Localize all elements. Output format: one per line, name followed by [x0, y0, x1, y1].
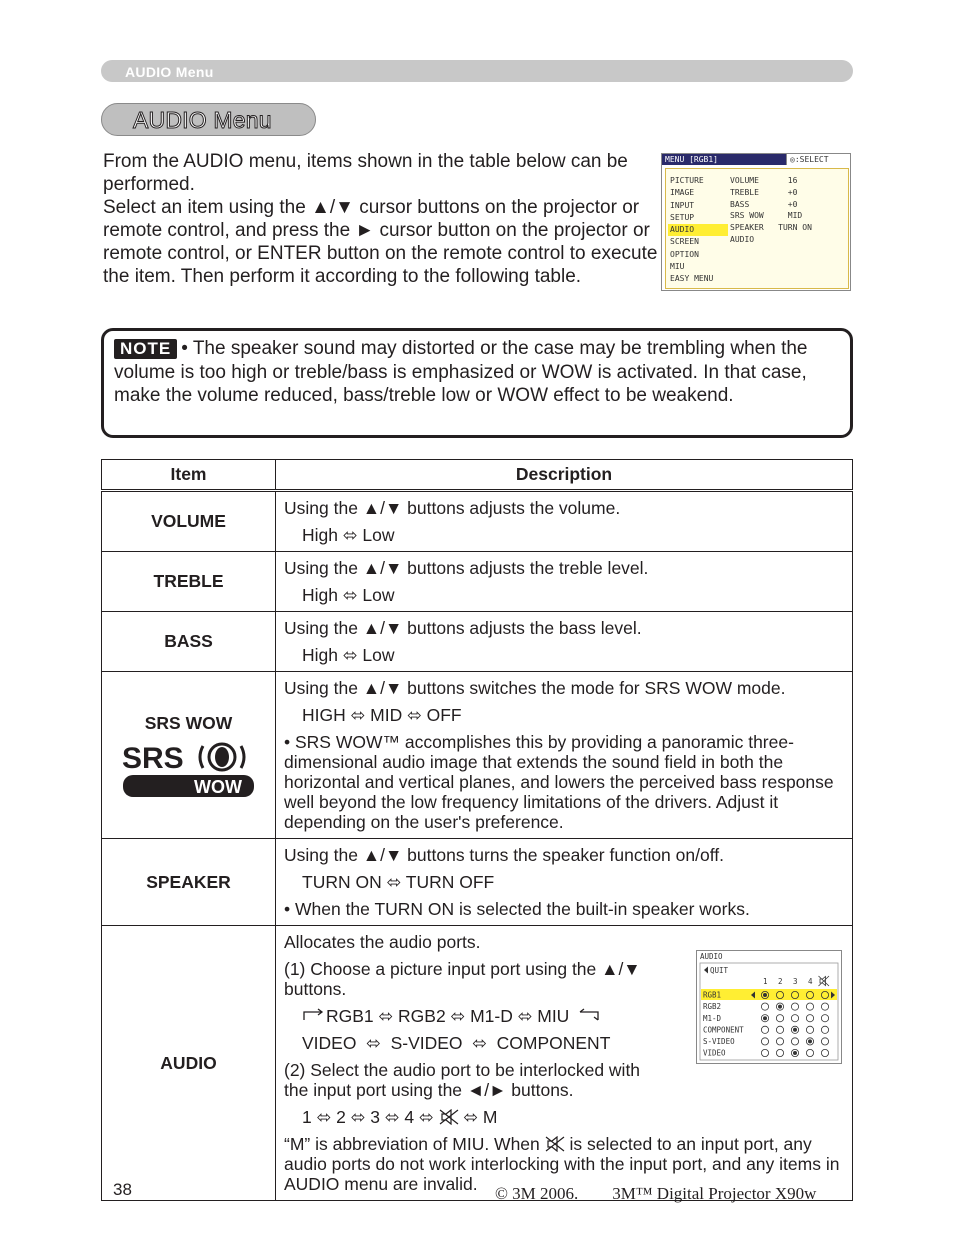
table-row-audio [102, 926, 853, 1201]
audio-menu-table [101, 459, 853, 1201]
mute-speaker-icon [545, 1136, 565, 1152]
desc-bass-line1: Using the ▲/▼ buttons adjusts the bass level. [284, 618, 642, 638]
desc-audio-port-cycle [284, 1107, 844, 1127]
item-srs-wow [102, 672, 276, 839]
port-radio [806, 1003, 813, 1010]
port-row-label: COMPONENT [703, 1025, 744, 1035]
port-row-label: RGB2 [703, 1002, 722, 1012]
menu-screenshot [661, 153, 851, 291]
menu-left-item: PICTURE [670, 176, 704, 185]
port-row-label: VIDEO [703, 1048, 726, 1058]
mute-speaker-icon [819, 976, 830, 986]
note-text: • The speaker sound may distorted or the case may be trembling when the volume is too high or treble/bass is emphasized or WOW is activated. In that case, make the volume reduced, bass/treble low or WOW effect to be weakend. [114, 338, 808, 406]
port-radio [761, 1003, 768, 1010]
menu-screenshot-select-label: :SELECT [794, 155, 829, 164]
port-radio [776, 1049, 783, 1056]
port-radio [821, 1015, 828, 1022]
desc-speaker-range: TURN ON ⬄ TURN OFF [302, 872, 495, 892]
menu-screenshot-select [786, 154, 850, 165]
port-row-label: M1-D [703, 1013, 722, 1023]
menu-left-item: IMAGE [670, 188, 695, 198]
menu-left-item: INPUT [670, 200, 695, 210]
item-speaker: SPEAKER [102, 839, 276, 926]
loop-arrow-right-icon [578, 1006, 602, 1026]
port-column-label: 4 [808, 977, 813, 986]
intro-paragraph-2: Select an item using the ▲/▼ cursor buttons on the projector or remote control, and press the ► cursor button on the projector or remote control, or ENTER button on the remote control to execute the item. Then perform it according to the following table. [103, 197, 658, 287]
port-radio [821, 1003, 828, 1010]
select-icon: ◎ [790, 155, 795, 164]
port-radio-selected-dot [763, 1016, 767, 1020]
port-radio [776, 1038, 783, 1045]
table-header-item: Item [102, 460, 276, 491]
desc-audio-port-cycle-end: ⬄ M [463, 1107, 498, 1127]
svg-text:WOW: WOW [194, 776, 242, 797]
port-radio [761, 1038, 768, 1045]
menu-left-item: MIU [670, 262, 685, 272]
table-header-description: Description [276, 460, 853, 491]
port-radio [806, 1026, 813, 1033]
menu-screenshot-header [662, 154, 850, 165]
desc-treble-line1: Using the ▲/▼ buttons adjusts the treble level. [284, 558, 649, 578]
port-column-label: 1 [763, 977, 768, 986]
desc-audio-step2: (2) Select the audio port to be interlocked with the input port using the ◄/► buttons. [284, 1060, 641, 1100]
desc-bass-range: High ⬄ Low [302, 645, 395, 665]
menu-left-item: OPTION [670, 249, 699, 259]
desc-audio-step1: (1) Choose a picture input port using the ▲/▼ buttons. [284, 959, 641, 999]
desc-audio-port-cycle-text: 1 ⬄ 2 ⬄ 3 ⬄ 4 ⬄ [302, 1107, 434, 1127]
menu-left-item-highlighted: AUDIO [668, 224, 728, 236]
menu-right-item: SPEAKER TURN ON [730, 223, 812, 233]
port-row-label: S-VIDEO [703, 1037, 735, 1046]
svg-text:SRS: SRS [122, 741, 184, 775]
desc-audio-line1: Allocates the audio ports. [284, 932, 481, 952]
item-bass: BASS [102, 612, 276, 672]
port-shot-quit: QUIT [710, 966, 729, 975]
footer-copyright: © 3M 2006. 3M™ Digital Projector X90w [495, 1184, 817, 1203]
menu-screenshot-right-list [730, 175, 846, 246]
desc-audio-cycle-row1-text: RGB1 ⬄ RGB2 ⬄ M1-D ⬄ MIU [326, 1006, 570, 1026]
port-column-label: 3 [793, 977, 798, 986]
port-radio [821, 1049, 828, 1056]
desc-volume-range: High ⬄ Low [302, 525, 395, 545]
desc-srs-range: HIGH ⬄ MID ⬄ OFF [302, 705, 462, 725]
table-row-bass [102, 612, 853, 672]
menu-screenshot-panel [665, 168, 849, 289]
loop-arrow-left-icon [302, 1006, 326, 1026]
port-radio [761, 1049, 768, 1056]
port-column-label: 2 [778, 977, 783, 986]
desc-speaker-note: • When the TURN ON is selected the built-in speaker works. [284, 899, 750, 919]
item-audio: AUDIO [102, 926, 276, 1201]
page-number: 38 [113, 1180, 132, 1199]
menu-left-item: SETUP [670, 212, 695, 222]
menu-screenshot-left-list [668, 175, 728, 286]
port-radio-selected-dot [778, 1005, 782, 1009]
table-row-speaker [102, 839, 853, 926]
port-radio [776, 1026, 783, 1033]
port-radio [776, 1015, 783, 1022]
port-radio [761, 1026, 768, 1033]
port-radio [806, 1049, 813, 1056]
section-header-label: AUDIO Menu [125, 64, 214, 80]
desc-srs-explain: • SRS WOW™ accomplishes this by providing a panoramic three-dimensional audio image that extends the sound field in both the horizontal and vertical planes, and lowers the perceived bass response well beyond the low frequency limitations of the drivers. Adjust it depending on the user's preference. [284, 732, 834, 832]
desc-audio-cycle-row2: VIDEO ⬄ S-VIDEO ⬄ COMPONENT [302, 1033, 611, 1053]
note-label: NOTE [114, 339, 177, 359]
item-srs-wow-label: SRS WOW [144, 712, 233, 733]
audio-port-screenshot [696, 950, 842, 1064]
port-radio-selected-dot [763, 993, 767, 997]
port-radio [821, 1038, 828, 1045]
port-radio [791, 1015, 798, 1022]
page-title-pill [101, 103, 316, 136]
audio-port-grid [697, 951, 841, 1063]
desc-srs-line1: Using the ▲/▼ buttons switches the mode for SRS WOW mode. [284, 678, 786, 698]
menu-left-item: SCREEN [670, 237, 699, 247]
desc-audio-note-end: is selected to an input port, any audio ports do not work interlocking with the input port, and any items in AUDIO menu are invalid. [284, 1134, 840, 1194]
menu-right-item: SRS WOW MID [730, 211, 803, 221]
menu-screenshot-title: MENU [RGB1] [665, 155, 718, 164]
menu-right-item: TREBLE +0 [730, 187, 798, 197]
desc-audio-note-start: “M” is abbreviation of MIU. When [284, 1134, 540, 1154]
back-arrow-icon [704, 967, 708, 974]
desc-srs-wow [276, 672, 853, 839]
table-row-treble [102, 552, 853, 612]
desc-treble-range: High ⬄ Low [302, 585, 395, 605]
port-shot-title: AUDIO [700, 952, 723, 961]
desc-treble [276, 552, 853, 612]
menu-right-item: VOLUME 16 [730, 176, 798, 185]
port-radio-selected-dot [793, 1051, 797, 1055]
menu-right-item: AUDIO [730, 234, 755, 244]
page-title: AUDIO Menu [133, 107, 272, 133]
port-radio-selected-dot [808, 1039, 812, 1043]
desc-audio [276, 926, 853, 1201]
menu-right-item: BASS +0 [730, 199, 798, 209]
intro-paragraph-1: From the AUDIO menu, items shown in the table below can be performed. [103, 151, 628, 195]
intro-text [103, 150, 658, 288]
mute-speaker-icon [439, 1109, 459, 1125]
port-row-highlight [701, 989, 837, 1000]
desc-volume-line1: Using the ▲/▼ buttons adjusts the volume. [284, 498, 621, 518]
table-header-row [102, 460, 853, 491]
item-treble: TREBLE [102, 552, 276, 612]
table-row-srs-wow [102, 672, 853, 839]
port-radio [791, 1003, 798, 1010]
port-radio [821, 1026, 828, 1033]
port-radio-selected-dot [793, 1028, 797, 1032]
note-box [101, 328, 853, 438]
port-row-label: RGB1 [703, 990, 722, 1000]
table-row-volume [102, 491, 853, 552]
srs-wow-logo-icon [122, 742, 255, 798]
port-radio [791, 1038, 798, 1045]
port-radio [806, 1015, 813, 1022]
section-header-bar [101, 60, 853, 82]
desc-speaker-line1: Using the ▲/▼ buttons turns the speaker function on/off. [284, 845, 724, 865]
menu-left-item: EASY MENU [670, 274, 714, 284]
desc-speaker [276, 839, 853, 926]
desc-bass [276, 612, 853, 672]
item-volume: VOLUME [102, 491, 276, 552]
desc-volume [276, 491, 853, 552]
